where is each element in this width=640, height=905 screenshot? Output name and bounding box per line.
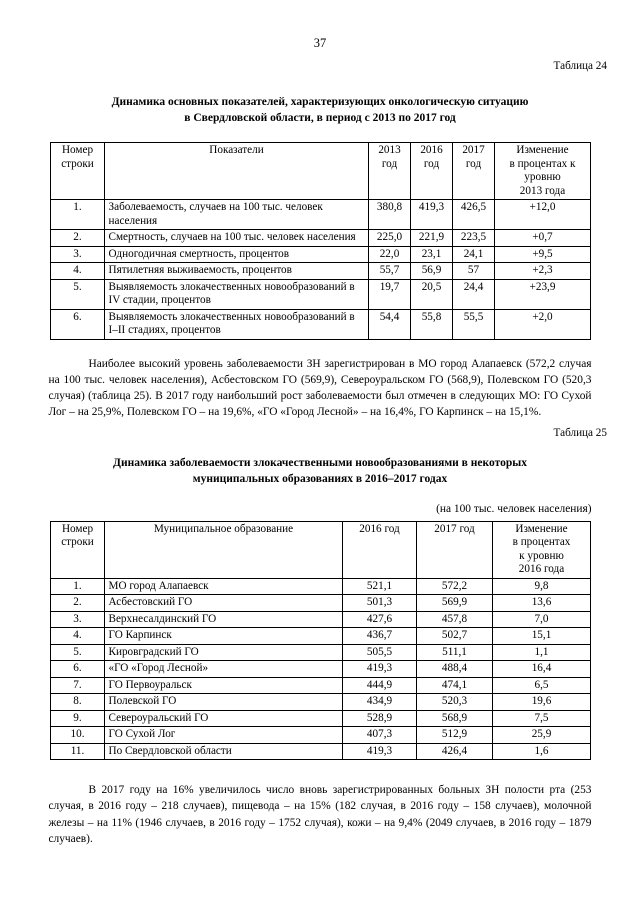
cell-2016: 407,3 [342,727,416,744]
cell-municipality: Североуральский ГО [104,710,342,727]
table-25-header-change: Изменение в процентах к уровню 2016 года [492,521,590,578]
cell-row-number: 7. [50,677,104,694]
cell-indicator: Заболеваемость, случаев на 100 тыс. человек населения [104,200,368,230]
cell-row-number: 4. [50,628,104,645]
cell-2013: 55,7 [368,263,410,280]
table-24-title-line-2: в Свердловской области, в период с 2013 по 2017 год [184,112,456,124]
cell-municipality: Кировградский ГО [104,644,342,661]
table-row [50,578,590,595]
page-number: 37 [313,36,327,50]
cell-row-number: 5. [50,279,104,309]
cell-2016: 436,7 [342,628,416,645]
cell-indicator: Выявляемость злокачественных новообразований в I–II стадиях, процентов [104,309,368,339]
cell-2017: 520,3 [416,694,492,711]
table-25-title [80,455,560,487]
cell-row-number: 2. [50,230,104,247]
paragraph-incidence-summary: Наиболее высокий уровень заболеваемости ЗН зарегистрирован в МО город Алапаевск (572,2 случая на 100 тыс. человек населения), Асбестовском ГО (569,9), Североуральском ГО (568,9), Полевском ГО (520,3 случая) (таблица 25). В 2017 году наибольший рост заболеваемости был отмечен в следующих МО: ГО Сухой Лог – на 25,9%, Полевском ГО – на 19,6%, «ГО «Город Лесной» – на 16,4%, ГО Карпинск – на 15,1%. [48,357,592,419]
table-24-body [50,200,590,340]
table-25-body [50,578,590,760]
cell-row-number: 3. [50,246,104,263]
table-25-title-line-1: Динамика заболеваемости злокачественными новообразованиями в некоторых [113,456,527,469]
cell-2016: 419,3 [342,661,416,678]
cell-municipality: ГО Карпинск [104,628,342,645]
cell-2016: 505,5 [342,644,416,661]
cell-change: 13,6 [492,595,590,612]
cell-2017: 572,2 [416,578,492,595]
table-row [50,644,590,661]
cell-row-number: 2. [50,595,104,612]
cell-change: +23,9 [494,279,590,309]
table-row [50,595,590,612]
table-row [50,628,590,645]
cell-2017: 474,1 [416,677,492,694]
cell-2016: 221,9 [410,230,452,247]
cell-row-number: 9. [50,710,104,727]
table-25-header-municipality: Муниципальное образование [104,521,342,578]
cell-change: 1,6 [492,743,590,760]
table-25-title-line-2: муниципальных образованиях в 2016–2017 годах [192,472,448,485]
cell-municipality: Верхнесалдинский ГО [104,611,342,628]
cell-2017: 512,9 [416,727,492,744]
cell-2017: 55,5 [452,309,494,339]
table-24-header-row-number: Номер строки [50,143,104,200]
table-24-header-indicator: Показатели [104,143,368,200]
table-row [50,200,590,230]
cell-change: +9,5 [494,246,590,263]
cell-2017: 223,5 [452,230,494,247]
cell-2017: 569,9 [416,595,492,612]
table-24-header-change: Изменение в процентах к уровню 2013 года [494,143,590,200]
table-row [50,611,590,628]
cell-municipality: Асбестовский ГО [104,595,342,612]
cell-2016: 528,9 [342,710,416,727]
cell-row-number: 6. [50,661,104,678]
cell-change: 9,8 [492,578,590,595]
cell-change: +2,0 [494,309,590,339]
cell-2016: 444,9 [342,677,416,694]
table-24-header-row [50,143,590,200]
cell-2017: 488,4 [416,661,492,678]
cell-row-number: 10. [50,727,104,744]
table-24 [50,142,591,340]
cell-indicator: Выявляемость злокачественных новообразований в IV стадии, процентов [104,279,368,309]
cell-2017: 457,8 [416,611,492,628]
cell-2013: 380,8 [368,200,410,230]
cell-2016: 427,6 [342,611,416,628]
cell-row-number: 11. [50,743,104,760]
cell-2017: 426,4 [416,743,492,760]
cell-row-number: 1. [50,200,104,230]
cell-2013: 54,4 [368,309,410,339]
table-24-caption: Таблица 24 [553,60,607,72]
cell-2017: 57 [452,263,494,280]
table-24-header-2016: 2016 год [410,143,452,200]
cell-change: +2,3 [494,263,590,280]
cell-row-number: 4. [50,263,104,280]
table-25-caption: Таблица 25 [553,426,607,439]
cell-2017: 426,5 [452,200,494,230]
cell-municipality: ГО Сухой Лог [104,727,342,744]
table-row [50,230,590,247]
table-row [50,279,590,309]
cell-indicator: Одногодичная смертность, процентов [104,246,368,263]
cell-2016: 434,9 [342,694,416,711]
cell-2017: 502,7 [416,628,492,645]
cell-2013: 225,0 [368,230,410,247]
table-24-title [80,94,560,126]
cell-2016: 20,5 [410,279,452,309]
table-row [50,309,590,339]
table-25-header-row-number: Номер строки [50,521,104,578]
table-row [50,246,590,263]
cell-2016: 23,1 [410,246,452,263]
cell-row-number: 5. [50,644,104,661]
cell-2017: 511,1 [416,644,492,661]
cell-2016: 56,9 [410,263,452,280]
cell-2017: 24,4 [452,279,494,309]
cell-municipality: «ГО «Город Лесной» [104,661,342,678]
table-25-header-row [50,521,590,578]
cell-2016: 419,3 [342,743,416,760]
cell-row-number: 6. [50,309,104,339]
table-25-units-note: (на 100 тыс. человек населения) [436,502,592,515]
table-24-title-line-1: Динамика основных показателей, характеризующих онкологическую ситуацию [111,96,529,108]
cell-indicator: Пятилетняя выживаемость, процентов [104,263,368,280]
cell-change: 19,6 [492,694,590,711]
cell-2016: 521,1 [342,578,416,595]
cell-2013: 22,0 [368,246,410,263]
cell-change: 15,1 [492,628,590,645]
cell-municipality: Полевской ГО [104,694,342,711]
cell-2017: 568,9 [416,710,492,727]
table-row [50,677,590,694]
cell-2017: 24,1 [452,246,494,263]
paragraph-new-cases-summary: В 2017 году на 16% увеличилось число вновь зарегистрированных больных ЗН полости рта (253 случая, в 2016 году – 218 случаев), пищевода – на 15% (182 случая, в 2016 году – 158 случаев), молочной железы – на 11% (1946 случаев, в 2016 году – 1752 случая), кожи – на 9,4% (2049 случаев, в 2016 году – 1879 случаев). [48,784,592,846]
cell-municipality: МО город Алапаевск [104,578,342,595]
table-24-header-2017: 2017 год [452,143,494,200]
cell-change: 25,9 [492,727,590,744]
cell-row-number: 1. [50,578,104,595]
table-row [50,710,590,727]
cell-2016: 501,3 [342,595,416,612]
cell-municipality: ГО Первоуральск [104,677,342,694]
cell-change: +12,0 [494,200,590,230]
table-25-header-2016: 2016 год [342,521,416,578]
table-row [50,694,590,711]
cell-row-number: 8. [50,694,104,711]
cell-change: 7,5 [492,710,590,727]
table-25-header-2017: 2017 год [416,521,492,578]
cell-change: 7,0 [492,611,590,628]
cell-row-number: 3. [50,611,104,628]
cell-change: 16,4 [492,661,590,678]
table-row [50,661,590,678]
cell-2013: 19,7 [368,279,410,309]
cell-municipality: По Свердловской области [104,743,342,760]
cell-indicator: Смертность, случаев на 100 тыс. человек населения [104,230,368,247]
cell-change: 6,5 [492,677,590,694]
table-24-header-2013: 2013 год [368,143,410,200]
cell-change: +0,7 [494,230,590,247]
table-25 [50,521,591,761]
table-row [50,263,590,280]
table-row [50,727,590,744]
cell-change: 1,1 [492,644,590,661]
cell-2016: 55,8 [410,309,452,339]
table-row [50,743,590,760]
cell-2016: 419,3 [410,200,452,230]
